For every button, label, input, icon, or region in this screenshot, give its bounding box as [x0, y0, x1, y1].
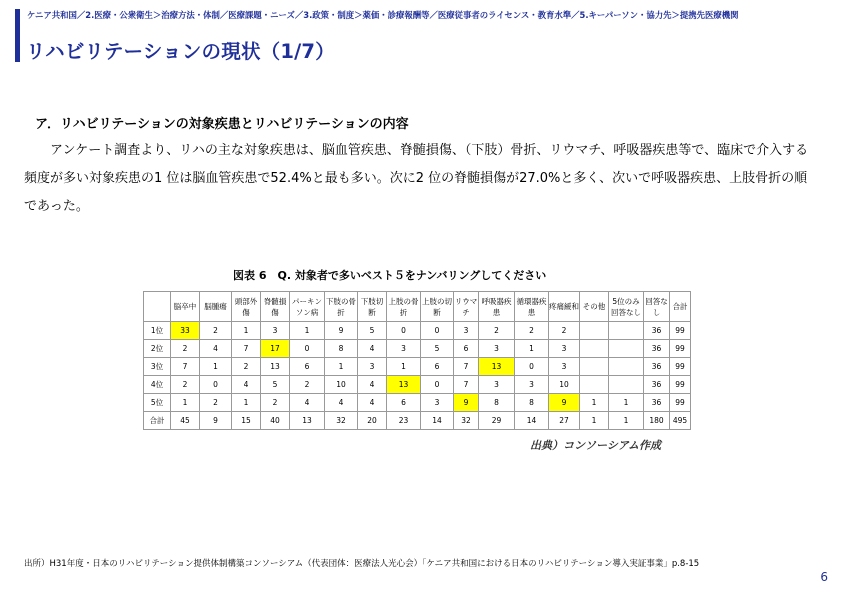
- table-cell: 3: [454, 322, 479, 340]
- column-header: 脳腫瘍: [200, 292, 232, 322]
- table-cell: 13: [387, 376, 421, 394]
- table-cell: 4: [358, 340, 387, 358]
- table-cell: 5: [261, 376, 290, 394]
- page-title: リハビリテーションの現状（1/7）: [26, 40, 335, 63]
- table-cell: 4: [200, 340, 232, 358]
- table-cell: 7: [232, 340, 261, 358]
- column-header: 頭部外傷: [232, 292, 261, 322]
- column-header: 上肢の骨折: [387, 292, 421, 322]
- column-header: 合計: [670, 292, 691, 322]
- table-cell: 1: [200, 358, 232, 376]
- table-cell: 14: [421, 412, 454, 430]
- table-cell: [580, 322, 609, 340]
- table-cell: 4: [358, 394, 387, 412]
- table-cell: 20: [358, 412, 387, 430]
- table-cell: 8: [325, 340, 358, 358]
- table-cell: 5: [421, 340, 454, 358]
- table-cell: 3: [421, 394, 454, 412]
- row-label: 2位: [144, 340, 171, 358]
- table-cell: 15: [232, 412, 261, 430]
- column-header: 循環器疾患: [515, 292, 549, 322]
- table-cell: 6: [421, 358, 454, 376]
- table-cell: 2: [515, 322, 549, 340]
- table-cell: 1: [515, 340, 549, 358]
- table-cell: 2: [479, 322, 515, 340]
- table-cell: 40: [261, 412, 290, 430]
- column-header: 5位のみ回答なし: [609, 292, 644, 322]
- table-cell: 8: [515, 394, 549, 412]
- table-cell: 9: [325, 322, 358, 340]
- page-number: 6: [820, 570, 828, 584]
- column-header: 脳卒中: [171, 292, 200, 322]
- table-cell: 10: [549, 376, 580, 394]
- table-header-row: [144, 292, 691, 322]
- table-cell: 4: [232, 376, 261, 394]
- table-cell: 0: [421, 376, 454, 394]
- table-cell: 9: [454, 394, 479, 412]
- table-row: [144, 394, 691, 412]
- table-cell: 9: [200, 412, 232, 430]
- column-header: その他: [580, 292, 609, 322]
- table-cell: 32: [454, 412, 479, 430]
- table-cell: 1: [171, 394, 200, 412]
- table-cell: 8: [479, 394, 515, 412]
- table-row: [144, 412, 691, 430]
- row-label: 3位: [144, 358, 171, 376]
- figure-caption: 図表 6 Q. 対象者で多いベスト５をナンバリングしてください: [233, 269, 547, 282]
- table-cell: 0: [421, 322, 454, 340]
- table-cell: 1: [325, 358, 358, 376]
- table-cell: 1: [290, 322, 325, 340]
- table-cell: 32: [325, 412, 358, 430]
- table-cell: 1: [232, 394, 261, 412]
- table-cell: 0: [515, 358, 549, 376]
- table-cell: 3: [479, 340, 515, 358]
- section-heading: ア．リハビリテーションの対象疾患とリハビリテーションの内容: [35, 117, 409, 132]
- row-label: 1位: [144, 322, 171, 340]
- table-cell: 2: [171, 376, 200, 394]
- table-cell: 7: [171, 358, 200, 376]
- table-cell: 13: [261, 358, 290, 376]
- table-cell: 3: [549, 358, 580, 376]
- table-cell: 495: [670, 412, 691, 430]
- table-cell: 29: [479, 412, 515, 430]
- table-row: [144, 340, 691, 358]
- column-header: 下肢切断: [358, 292, 387, 322]
- column-header: 上肢の切断: [421, 292, 454, 322]
- footer-source-note: 出所）H31年度・日本のリハビリテーション提供体制構築コンソーシアム（代表団体：医療法人光心会）「ケニア共和国における日本のリハビリテーション導入実証事業」p.8-15: [24, 559, 700, 569]
- table-cell: 33: [171, 322, 200, 340]
- table-cell: 0: [200, 376, 232, 394]
- table-cell: 3: [479, 376, 515, 394]
- table-cell: 6: [290, 358, 325, 376]
- column-header: リウマチ: [454, 292, 479, 322]
- figure-source: 出典）コンソーシアム作成: [530, 439, 662, 452]
- table-cell: 36: [644, 340, 670, 358]
- table-cell: [580, 376, 609, 394]
- table-cell: 1: [580, 394, 609, 412]
- table-cell: 7: [454, 376, 479, 394]
- table-cell: 6: [454, 340, 479, 358]
- table-cell: [580, 340, 609, 358]
- table-row: [144, 376, 691, 394]
- table-cell: 5: [358, 322, 387, 340]
- breadcrumb: ケニア共和国／2.医療・公衆衛生＞治療方法・体制／医療課題・ニーズ／3.政策・制度＞薬価・診療報酬等／医療従事者のライセンス・教育水準／5.キーパーソン・協力先＞提携先医療機関: [27, 10, 739, 20]
- table-cell: 23: [387, 412, 421, 430]
- column-header: [144, 292, 171, 322]
- table-cell: 17: [261, 340, 290, 358]
- table-cell: 13: [290, 412, 325, 430]
- table-cell: 1: [609, 412, 644, 430]
- table-cell: 0: [290, 340, 325, 358]
- body-paragraph: アンケート調査より、リハの主な対象疾患は、脳血管疾患、脊髄損傷、（下肢）骨折、リウマチ、呼吸器疾患等で、臨床で介入する頻度が多い対象疾患の1 位は脳血管疾患で52.4%と最も多い。次に2 位の脊髄損傷が27.0%と多く、次いで呼吸器疾患、上肢骨折の順であった。: [24, 143, 809, 214]
- table-row: [144, 322, 691, 340]
- table-cell: 99: [670, 340, 691, 358]
- table-cell: [580, 358, 609, 376]
- column-header: 下肢の骨折: [325, 292, 358, 322]
- table-cell: 99: [670, 322, 691, 340]
- table-cell: 7: [454, 358, 479, 376]
- column-header: 呼吸器疾患: [479, 292, 515, 322]
- table-cell: 4: [290, 394, 325, 412]
- table-cell: 1: [232, 322, 261, 340]
- table-cell: 99: [670, 376, 691, 394]
- body-text: [24, 137, 820, 221]
- table-cell: 4: [358, 376, 387, 394]
- column-header: 脊髄損傷: [261, 292, 290, 322]
- title-accent-bar: [15, 9, 20, 62]
- table-cell: 6: [387, 394, 421, 412]
- table-cell: 2: [232, 358, 261, 376]
- column-header: パーキンソン病: [290, 292, 325, 322]
- table-row: [144, 358, 691, 376]
- table-cell: 3: [515, 376, 549, 394]
- table-cell: 14: [515, 412, 549, 430]
- table-cell: 0: [387, 322, 421, 340]
- table-cell: 36: [644, 322, 670, 340]
- table-cell: 3: [549, 340, 580, 358]
- table-cell: 180: [644, 412, 670, 430]
- row-label: 4位: [144, 376, 171, 394]
- table-cell: 45: [171, 412, 200, 430]
- table-cell: 36: [644, 358, 670, 376]
- table-cell: 36: [644, 394, 670, 412]
- table-cell: 13: [479, 358, 515, 376]
- table-cell: 10: [325, 376, 358, 394]
- ranking-table: [143, 291, 691, 430]
- table-cell: 3: [358, 358, 387, 376]
- table-cell: 2: [549, 322, 580, 340]
- table-cell: [609, 340, 644, 358]
- table-cell: 2: [261, 394, 290, 412]
- table-cell: 2: [200, 322, 232, 340]
- table-cell: [609, 376, 644, 394]
- table-cell: 36: [644, 376, 670, 394]
- table-cell: 9: [549, 394, 580, 412]
- table-cell: 99: [670, 358, 691, 376]
- table-cell: 3: [387, 340, 421, 358]
- table-cell: 4: [325, 394, 358, 412]
- row-label: 5位: [144, 394, 171, 412]
- column-header: 疼痛緩和: [549, 292, 580, 322]
- table-cell: [609, 322, 644, 340]
- table-cell: 2: [200, 394, 232, 412]
- table-cell: 3: [261, 322, 290, 340]
- table-cell: 2: [290, 376, 325, 394]
- table-cell: 1: [387, 358, 421, 376]
- table-cell: [609, 358, 644, 376]
- table-cell: 99: [670, 394, 691, 412]
- table-cell: 2: [171, 340, 200, 358]
- row-label: 合計: [144, 412, 171, 430]
- table-cell: 1: [609, 394, 644, 412]
- table-cell: 1: [580, 412, 609, 430]
- table-cell: 27: [549, 412, 580, 430]
- column-header: 回答なし: [644, 292, 670, 322]
